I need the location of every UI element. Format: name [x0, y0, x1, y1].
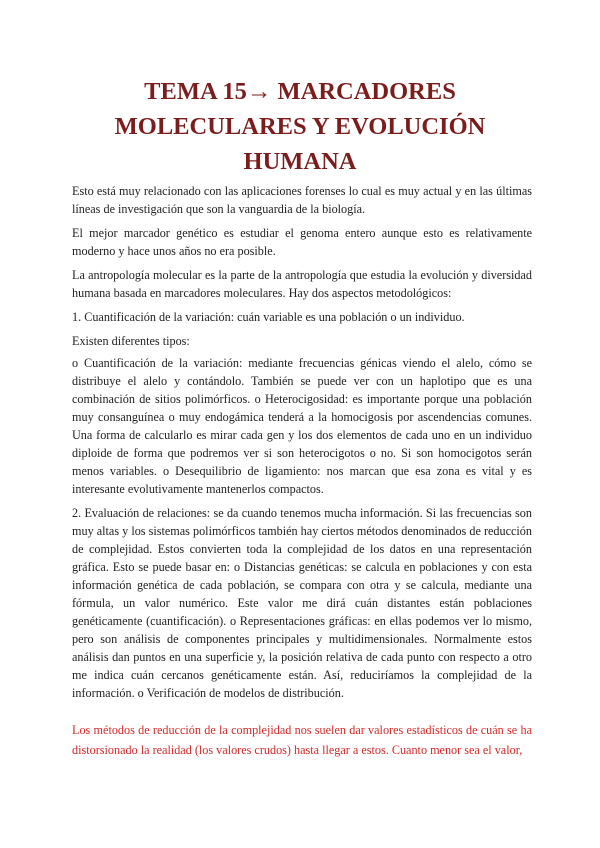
paragraph-intro: Esto está muy relacionado con las aplicaciones forenses lo cual es muy actual y en las últimas líneas de investigación que son la vanguardia de la biología.: [72, 184, 532, 216]
paragraph-types-heading: Existen diferentes tipos:: [72, 334, 190, 348]
paragraph-quantification-heading: 1. Cuantificación de la variación: cuán variable es una población o un individuo.: [72, 310, 465, 324]
paragraph-genetic-marker: El mejor marcador genético es estudiar el genoma entero aunque esto es relativamente moderno y hace unos años no era posible.: [72, 226, 532, 258]
title-line-2: MOLECULARES Y EVOLUCIÓN: [114, 113, 486, 140]
title-line-1: TEMA 15→ MARCADORES: [144, 78, 456, 105]
document-body: [72, 182, 532, 708]
paragraph-relations-evaluation: 2. Evaluación de relaciones: se da cuando tenemos mucha información. Si las frecuencias son muy altas y los sistemas polimórficos también hay ciertos métodos denominados de reducción de complejidad. Estos convierten toda la complejidad de los datos en una representación gráfica. Esto se puede basar en: o Distancias genéticas: se calcula en poblaciones y con esta información genética de cada población, se compara con otra y se calcula, mediante una fórmula, un valor numérico. Este valor me dirá cuán distantes están poblaciones genéticamente (cuantificación). o Representaciones gráficas: en ellas podemos ver lo mismo, pero son análisis de componentes principales y multidimensionales. Normalmente estos análisis dan puntos en una superficie y, la posición relativa de cada punto con respecto a otro me indica cuán cercanos genéticamente están. Así, reduciríamos la complejidad de la información. o Verificación de modelos de distribución.: [72, 506, 532, 700]
paragraph-molecular-anthropology: La antropología molecular es la parte de la antropología que estudia la evolución y diversidad humana basada en marcadores moleculares. Hay dos aspectos metodológicos:: [72, 268, 532, 300]
title-line-3: HUMANA: [243, 148, 357, 175]
page-title: [60, 74, 540, 179]
paragraph-variation-types: o Cuantificación de la variación: mediante frecuencias génicas viendo el alelo, cómo se distribuye el alelo y contándolo. También se puede ver con un haplotipo que es una combinación de sitios polimórficos. o Heterocigosidad: es importante porque una población muy consanguínea o muy endogámica tenderá a la homocigosis por ascendencias comunes. Una forma de calcularlo es mirar cada gen y los dos elementos de cada uno en un individuo diploide de forma que podremos ver si son heterocigotos o no. Si son homocigotos serán menos variables. o Desequilibrio de ligamiento: nos marcan que esa zona es vital y es interesante evolutivamente mantenerlos compactos.: [72, 356, 532, 496]
paragraph-complexity-reduction: Los métodos de reducción de la complejidad nos suelen dar valores estadísticos de cuán se ha distorsionado la realidad (los valores crudos) hasta llegar a estos. Cuanto menor sea el valor,: [72, 723, 532, 757]
